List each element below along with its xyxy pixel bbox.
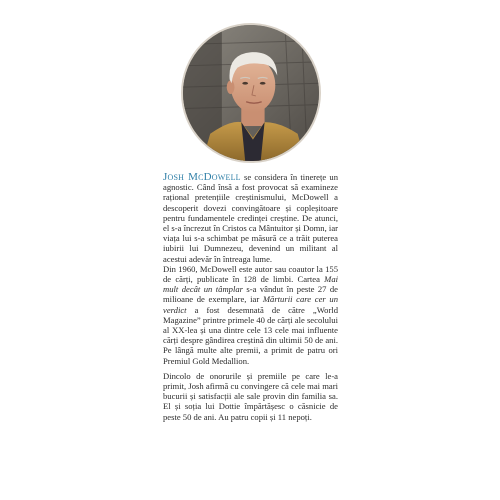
book-title-2: Mărturii care cer un verdict (163, 294, 338, 315)
author-portrait (181, 23, 321, 163)
author-name: Josh McDowell (163, 171, 241, 183)
bio-paragraph-1 (163, 172, 338, 264)
bio-paragraph-2-text-a: Din 1960, McDowell este autor sau coautor la 155 de cărți, publicate în 128 de limbi. Cartea (163, 263, 338, 285)
bio-paragraph-2-text-b: s-a vândut în peste 27 de milioane de exemplare, iar (163, 284, 338, 305)
bio-paragraph-2-text-c: a fost desemnată de către „World Magazine” printre primele 40 de cărți ale secolului al XX-lea și una dintre cele 13 cele mai influente cărți despre gândirea creștină din ultimii 50 de ani. Pe lângă multe alte premii, a primit de patru ori Premiul Gold Medallion. (163, 304, 338, 366)
book-title-1: Mai mult decât un tâmplar (163, 274, 338, 295)
author-bio (163, 172, 338, 422)
bio-paragraph-1-text: se considera în tinerețe un agnostic. Când însă a fost provocat să examineze rațional pretențiile creștinismului, McDowell a descoperit dovezi convingătoare și copleșitoare pentru fundamentele credinței creștine. De atunci, el s-a încrezut în Cristos ca Mântuitor și Domn, iar viața lui s-a schimbat pe măsură ce a trăit puterea iubirii lui Dumnezeu, devenind un militant al acestui adevăr în întreaga lume. (163, 172, 339, 264)
bio-paragraph-2 (163, 264, 338, 366)
author-photo-image (183, 25, 319, 161)
bio-paragraph-3: Dincolo de onorurile și premiile pe care le-a primit, Josh afirmă cu convingere că cele mai mari bucurii și satisfacții ale sale provin din familia sa. El și soția lui Dottie împărtășesc o căsnicie de peste 50 de ani. Au patru copii și 11 nepoți. (163, 370, 338, 422)
